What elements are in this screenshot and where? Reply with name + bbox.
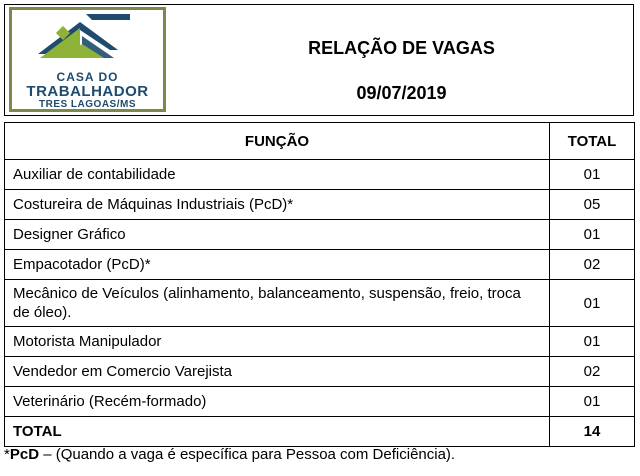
job-title-cell: Auxiliar de contabilidade: [5, 160, 550, 190]
column-header-total: TOTAL: [550, 123, 635, 160]
job-count-cell: 01: [550, 387, 635, 417]
total-label: TOTAL: [5, 417, 550, 447]
job-count-cell: 01: [550, 160, 635, 190]
footnote-text: – (Quando a vaga é específica para Pessoa com Deficiência).: [39, 446, 456, 463]
header: [4, 4, 634, 116]
footnote: [4, 446, 455, 463]
table-row: [5, 280, 635, 327]
logo-text-city: TRES LAGOAS/MS: [38, 99, 136, 110]
job-title-cell: Motorista Manipulador: [5, 327, 550, 357]
job-title-cell: Empacotador (PcD)*: [5, 250, 550, 280]
table-row: [5, 190, 635, 220]
total-row: [5, 417, 635, 447]
job-count-cell: 02: [550, 250, 635, 280]
logo-text-trabalhador: TRABALHADOR: [26, 83, 149, 100]
footnote-asterisk: *: [4, 446, 10, 463]
logo-text-casa-do: CASA DO: [56, 70, 119, 84]
table-row: [5, 220, 635, 250]
table-row: [5, 327, 635, 357]
job-count-cell: 05: [550, 190, 635, 220]
column-header-funcao: FUNÇÃO: [5, 123, 550, 160]
table-row: [5, 250, 635, 280]
job-count-cell: 01: [550, 327, 635, 357]
table-row: [5, 387, 635, 417]
table-row: [5, 357, 635, 387]
page-title: RELAÇÃO DE VAGAS: [308, 38, 495, 58]
jobs-table: [4, 122, 635, 447]
job-title-cell: Veterinário (Recém-formado): [5, 387, 550, 417]
table-header-row: [5, 123, 635, 160]
table-row: [5, 160, 635, 190]
job-title-cell: Designer Gráfico: [5, 220, 550, 250]
listing-date: 09/07/2019: [356, 83, 447, 103]
job-title-cell: Costureira de Máquinas Industriais (PcD)*: [5, 190, 550, 220]
job-title-cell: Mecânico de Veículos (alinhamento, balanceamento, suspensão, freio, troca de óleo).: [5, 280, 550, 327]
roof-house-icon: [18, 14, 158, 74]
total-value: 14: [550, 417, 635, 447]
job-count-cell: 02: [550, 357, 635, 387]
job-count-cell: 01: [550, 280, 635, 327]
job-listing-sheet: [4, 4, 634, 447]
footnote-term: PcD: [9, 446, 40, 463]
job-count-cell: 01: [550, 220, 635, 250]
casa-do-trabalhador-logo: [9, 7, 166, 112]
job-title-cell: Vendedor em Comercio Varejista: [5, 357, 550, 387]
